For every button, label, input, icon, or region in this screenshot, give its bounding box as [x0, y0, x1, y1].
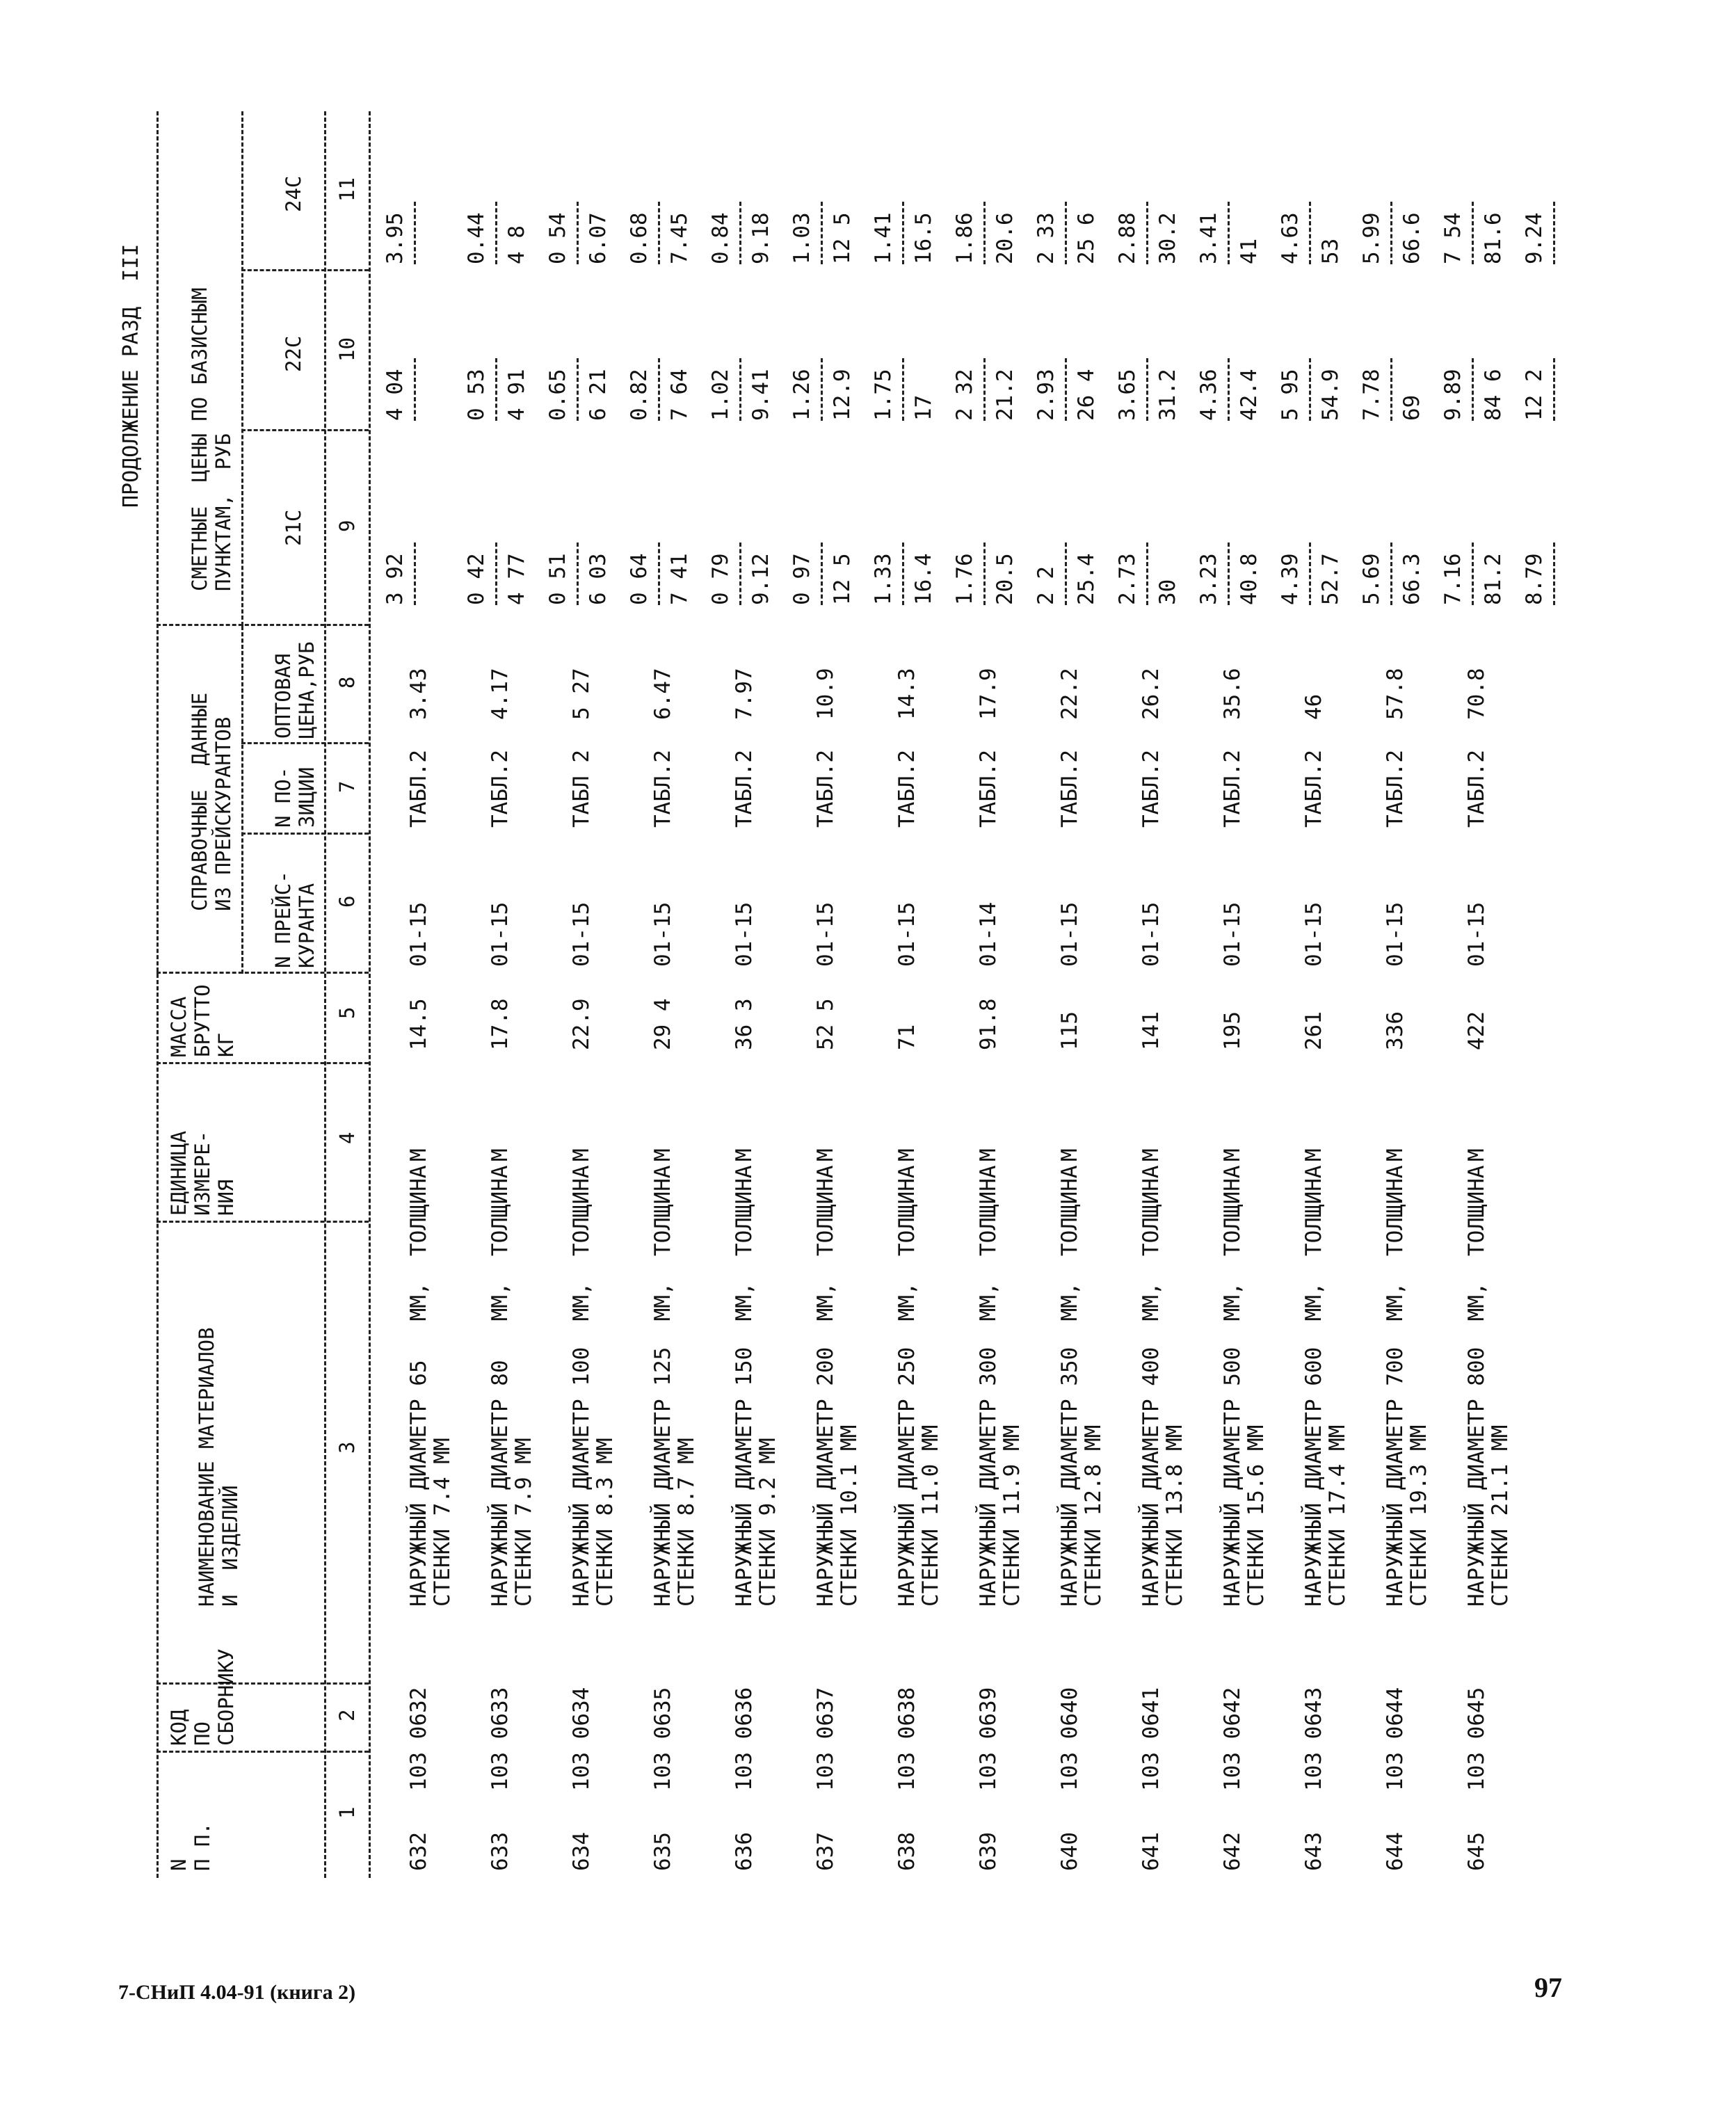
row-wholesale: 10.9 [813, 668, 838, 720]
row-unit: М [406, 1148, 431, 1162]
row-price-24c-b: 53 [1318, 238, 1343, 264]
row-wholesale: 70.8 [1464, 668, 1489, 720]
row-name-line2: СТЕНКИ 11.0 ММ [918, 1424, 943, 1607]
row-code: 103 0635 [650, 1687, 675, 1791]
row-price-21c-b: 30 [1155, 579, 1180, 605]
row-pricelist: 01-15 [650, 901, 675, 967]
row-wholesale: 35.6 [1220, 668, 1245, 720]
row-number: 641 [1139, 1832, 1164, 1871]
row-number: 642 [1220, 1832, 1245, 1871]
row-price-21c-a: 2 2 [1034, 566, 1059, 605]
colnum-10: 10 [335, 337, 359, 362]
row-name-line2: СТЕНКИ 13.8 ММ [1162, 1424, 1187, 1607]
row-price-24c-a: 1.86 [952, 212, 977, 264]
row-price-24c-a: 7 54 [1440, 212, 1465, 264]
row-price-24c-b: 30.2 [1155, 212, 1180, 264]
row-unit: М [488, 1148, 513, 1162]
row-number: 635 [650, 1832, 675, 1871]
price-split-rule [1309, 358, 1311, 421]
row-price-21c-a: 8.79 [1522, 553, 1547, 605]
price-split-rule [1065, 202, 1067, 264]
row-price-22c-b: 31.2 [1155, 369, 1180, 421]
row-wholesale: 46 [1301, 693, 1326, 720]
row-price-22c-b: 9.41 [748, 369, 773, 421]
row-unit: М [976, 1148, 1001, 1162]
row-name-line1: НАРУЖНЫЙ ДИАМЕТР 700 ММ, ТОЛЩИНА [1383, 1165, 1408, 1607]
row-name-line2: СТЕНКИ 21.1 ММ [1488, 1424, 1513, 1607]
row-price-21c-a: 0 51 [545, 553, 570, 605]
hdr-col3: НАИМЕНОВАНИЕ МАТЕРИАЛОВ И ИЗДЕЛИЙ [195, 1327, 242, 1607]
hdr-col8: ОПТОВАЯ ЦЕНА,РУБ [271, 641, 319, 739]
sep-3 [156, 1221, 369, 1223]
row-price-24c-a: 3.41 [1196, 212, 1221, 264]
row-price-22c-b: 42.4 [1237, 369, 1262, 421]
price-split-rule [1553, 358, 1555, 421]
row-price-22c-a: 1.75 [871, 369, 896, 421]
row-price-22c-b: 21.2 [992, 369, 1018, 421]
continuation-label: ПРОДОЛЖЕНИЕ РАЗД III [119, 243, 143, 508]
colnum-11: 11 [335, 177, 359, 202]
price-split-rule [739, 543, 741, 605]
row-price-24c-a: 9.24 [1522, 212, 1547, 264]
hdr-col6: N ПРЕЙС- КУРАНТА [271, 871, 319, 968]
price-split-rule [902, 202, 904, 264]
price-split-rule [1228, 202, 1230, 264]
row-price-22c-a: 2.93 [1034, 369, 1059, 421]
row-code: 103 0637 [813, 1687, 838, 1791]
row-price-24c-a: 3.95 [383, 212, 408, 264]
row-unit: М [1464, 1148, 1489, 1162]
price-split-rule [1553, 202, 1555, 264]
row-position: ТАБЛ.2 [1464, 750, 1489, 828]
row-price-21c-b: 25.4 [1074, 553, 1099, 605]
row-pricelist: 01-15 [894, 901, 919, 967]
price-split-rule [658, 543, 660, 605]
row-price-21c-a: 1.76 [952, 553, 977, 605]
row-price-22c-b: 54.9 [1318, 369, 1343, 421]
price-split-rule [414, 202, 416, 264]
row-code: 103 0644 [1383, 1687, 1408, 1791]
row-price-22c-b: 17 [911, 394, 936, 421]
row-name-line1: НАРУЖНЫЙ ДИАМЕТР 800 ММ, ТОЛЩИНА [1464, 1165, 1489, 1607]
row-pricelist: 01-15 [1220, 901, 1245, 967]
row-price-24c-b: 12 5 [830, 212, 855, 264]
price-split-rule [1228, 358, 1230, 421]
price-split-rule [1472, 202, 1474, 264]
row-price-24c-a: 2 33 [1034, 212, 1059, 264]
row-name-line1: НАРУЖНЫЙ ДИАМЕТР 600 ММ, ТОЛЩИНА [1301, 1165, 1326, 1607]
colnum-4: 4 [335, 1132, 359, 1144]
row-name-line2: СТЕНКИ 7.9 ММ [511, 1438, 536, 1607]
price-split-rule [1472, 543, 1474, 605]
price-split-rule [1390, 202, 1392, 264]
row-unit: М [732, 1148, 757, 1162]
row-pricelist: 01-15 [488, 901, 513, 967]
price-split-rule [902, 543, 904, 605]
row-price-24c-a: 0.68 [627, 212, 652, 264]
row-name-line1: НАРУЖНЫЙ ДИАМЕТР 350 ММ, ТОЛЩИНА [1057, 1165, 1082, 1607]
row-number: 639 [976, 1832, 1001, 1871]
row-position: ТАБЛ 2 [569, 750, 594, 828]
price-split-rule [658, 358, 660, 421]
row-price-22c-a: 4.36 [1196, 369, 1221, 421]
row-name-line2: СТЕНКИ 8.7 ММ [674, 1438, 699, 1607]
price-split-rule [1065, 358, 1067, 421]
row-number: 638 [894, 1832, 919, 1871]
price-split-rule [983, 202, 986, 264]
row-price-24c-b: 9.18 [748, 212, 773, 264]
row-price-24c-b: 20.6 [992, 212, 1018, 264]
price-split-rule [414, 358, 416, 421]
row-code: 103 0638 [894, 1687, 919, 1791]
row-position: ТАБЛ.2 [976, 750, 1001, 828]
row-price-22c-b: 4 91 [504, 369, 529, 421]
row-price-22c-a: 7.78 [1359, 369, 1384, 421]
row-code: 103 0642 [1220, 1687, 1245, 1791]
price-split-rule [1390, 358, 1392, 421]
row-name-line1: НАРУЖНЫЙ ДИАМЕТР 80 ММ, ТОЛЩИНА [488, 1165, 513, 1607]
colnum-3: 3 [335, 1441, 359, 1454]
row-name-line2: СТЕНКИ 15.6 ММ [1244, 1424, 1269, 1607]
row-wholesale: 26.2 [1139, 668, 1164, 720]
header-top-rule [156, 111, 159, 1878]
row-unit: М [1139, 1148, 1164, 1162]
row-price-24c-b: 25 6 [1074, 212, 1099, 264]
row-wholesale: 5 27 [569, 668, 594, 720]
row-position: ТАБЛ.2 [732, 750, 757, 828]
row-price-21c-a: 0 79 [708, 553, 733, 605]
header-number-rule [324, 111, 326, 1878]
row-position: ТАБЛ.2 [1301, 750, 1326, 828]
row-mass: 141 [1139, 1011, 1164, 1050]
row-price-22c-b: 26 4 [1074, 369, 1099, 421]
sep-7 [241, 742, 369, 744]
sep-10 [241, 269, 369, 271]
price-split-rule [577, 358, 579, 421]
sep-6 [241, 833, 369, 835]
sep-5 [156, 972, 369, 974]
hdr-col2: КОД ПО СБОРНИКУ [167, 1648, 238, 1746]
row-price-24c-a: 0.44 [464, 212, 489, 264]
price-split-rule [577, 543, 579, 605]
hdr-col1: N П П. [167, 1822, 214, 1871]
row-mass: 91.8 [976, 998, 1001, 1050]
row-price-24c-b: 81.6 [1481, 212, 1506, 264]
row-price-22c-a: 1.26 [789, 369, 814, 421]
row-price-22c-b: 69 [1399, 394, 1424, 421]
row-pricelist: 01-15 [732, 901, 757, 967]
row-price-21c-a: 1.33 [871, 553, 896, 605]
colnum-7: 7 [335, 780, 359, 793]
row-wholesale: 17.9 [976, 668, 1001, 720]
row-mass: 14.5 [406, 998, 431, 1050]
price-split-rule [821, 202, 823, 264]
price-split-rule [1553, 543, 1555, 605]
row-name-line1: НАРУЖНЫЙ ДИАМЕТР 300 ММ, ТОЛЩИНА [976, 1165, 1001, 1607]
document-code: 7-СНиП 4.04-91 (книга 2) [118, 1981, 356, 2004]
row-number: 645 [1464, 1832, 1489, 1871]
row-code: 103 0641 [1139, 1687, 1164, 1791]
row-price-21c-b: 20.5 [992, 553, 1018, 605]
row-mass: 422 [1464, 1011, 1489, 1050]
row-code: 103 0645 [1464, 1687, 1489, 1791]
row-name-line2: СТЕНКИ 10.1 ММ [837, 1424, 862, 1607]
row-price-22c-a: 1.02 [708, 369, 733, 421]
row-mass: 71 [894, 1024, 919, 1050]
row-number: 633 [488, 1832, 513, 1871]
hdr-col10: 22С [282, 335, 305, 372]
price-split-rule [1146, 202, 1148, 264]
row-price-21c-b: 4 77 [504, 553, 529, 605]
row-price-21c-a: 4.39 [1278, 553, 1303, 605]
row-name-line2: СТЕНКИ 9.2 ММ [755, 1438, 780, 1607]
row-price-24c-b: 7.45 [667, 212, 692, 264]
row-name-line1: НАРУЖНЫЙ ДИАМЕТР 100 ММ, ТОЛЩИНА [569, 1165, 594, 1607]
row-unit: М [1383, 1148, 1408, 1162]
row-price-22c-a: 3.65 [1115, 369, 1140, 421]
row-code: 103 0632 [406, 1687, 431, 1791]
row-position: ТАБЛ.2 [650, 750, 675, 828]
row-price-21c-a: 5.69 [1359, 553, 1384, 605]
row-name-line1: НАРУЖНЫЙ ДИАМЕТР 200 ММ, ТОЛЩИНА [813, 1165, 838, 1607]
row-wholesale: 57.8 [1383, 668, 1408, 720]
row-number: 634 [569, 1832, 594, 1871]
row-code: 103 0639 [976, 1687, 1001, 1791]
sep-1 [156, 1751, 369, 1753]
price-split-rule [821, 543, 823, 605]
price-split-rule [577, 202, 579, 264]
row-pricelist: 01-15 [1464, 901, 1489, 967]
row-name-line1: НАРУЖНЫЙ ДИАМЕТР 500 ММ, ТОЛЩИНА [1220, 1165, 1245, 1607]
row-unit: М [569, 1148, 594, 1162]
row-position: ТАБЛ.2 [488, 750, 513, 828]
price-split-rule [414, 543, 416, 605]
row-code: 103 0633 [488, 1687, 513, 1791]
price-split-rule [1472, 358, 1474, 421]
row-price-24c-a: 2.88 [1115, 212, 1140, 264]
row-unit: М [1220, 1148, 1245, 1162]
row-price-21c-a: 3 92 [383, 553, 408, 605]
row-mass: 261 [1301, 1011, 1326, 1050]
price-split-rule [1146, 543, 1148, 605]
row-pricelist: 01-15 [1057, 901, 1082, 967]
row-code: 103 0634 [569, 1687, 594, 1791]
row-wholesale: 3.43 [406, 668, 431, 720]
row-pricelist: 01-15 [1139, 901, 1164, 967]
row-name-line1: НАРУЖНЫЙ ДИАМЕТР 65 ММ, ТОЛЩИНА [406, 1165, 431, 1607]
row-name-line2: СТЕНКИ 7.4 ММ [430, 1438, 455, 1607]
price-split-rule [1065, 543, 1067, 605]
hdr-col4: ЕДИНИЦА ИЗМЕРЕ- НИЯ [167, 1130, 238, 1216]
row-price-22c-a: 12 2 [1522, 369, 1547, 421]
row-number: 632 [406, 1832, 431, 1871]
row-price-21c-a: 0 64 [627, 553, 652, 605]
row-name-line2: СТЕНКИ 17.4 ММ [1325, 1424, 1350, 1607]
row-price-21c-a: 2.73 [1115, 553, 1140, 605]
row-price-21c-b: 9.12 [748, 553, 773, 605]
row-price-22c-b: 84 6 [1481, 369, 1506, 421]
row-number: 643 [1301, 1832, 1326, 1871]
sep-4 [156, 1062, 369, 1064]
row-mass: 115 [1057, 1011, 1082, 1050]
row-position: ТАБЛ.2 [1139, 750, 1164, 828]
colnum-1: 1 [335, 1806, 359, 1819]
price-split-rule [495, 358, 497, 421]
row-unit: М [813, 1148, 838, 1162]
price-group-rule [241, 111, 243, 626]
hdr-ref-group: СПРАВОЧНЫЕ ДАННЫЕ ИЗ ПРЕЙСКУРАНТОВ [188, 692, 235, 911]
row-price-24c-a: 1.41 [871, 212, 896, 264]
colnum-9: 9 [335, 520, 359, 532]
hdr-col7: N ПО- ЗИЦИИ [271, 766, 319, 828]
row-price-22c-b: 7 64 [667, 369, 692, 421]
row-position: ТАБЛ.2 [406, 750, 431, 828]
row-name-line2: СТЕНКИ 19.3 ММ [1406, 1424, 1431, 1607]
row-price-24c-a: 0 54 [545, 212, 570, 264]
row-code: 103 0640 [1057, 1687, 1082, 1791]
row-price-22c-a: 5 95 [1278, 369, 1303, 421]
price-split-rule [495, 202, 497, 264]
row-price-21c-b: 81.2 [1481, 553, 1506, 605]
hdr-price-group: СМЕТНЫЕ ЦЕНЫ ПО БАЗИСНЫМ ПУНКТАМ, РУБ [188, 287, 235, 591]
row-price-24c-a: 1.03 [789, 212, 814, 264]
colnum-8: 8 [335, 676, 359, 689]
row-pricelist: 01-15 [813, 901, 838, 967]
row-price-21c-b: 40.8 [1237, 553, 1262, 605]
row-price-21c-b: 52.7 [1318, 553, 1343, 605]
row-price-24c-b: 16.5 [911, 212, 936, 264]
row-wholesale: 14.3 [894, 668, 919, 720]
row-pricelist: 01-15 [1383, 901, 1408, 967]
row-pricelist: 01-15 [406, 901, 431, 967]
row-price-24c-a: 5.99 [1359, 212, 1384, 264]
row-pricelist: 01-15 [1301, 901, 1326, 967]
colnum-2: 2 [335, 1709, 359, 1721]
row-price-21c-b: 16.4 [911, 553, 936, 605]
row-name-line2: СТЕНКИ 8.3 ММ [593, 1438, 618, 1607]
row-price-22c-a: 0.65 [545, 369, 570, 421]
price-split-rule [1146, 358, 1148, 421]
row-price-22c-a: 4 04 [383, 369, 408, 421]
row-number: 637 [813, 1832, 838, 1871]
row-name-line2: СТЕНКИ 11.9 ММ [999, 1424, 1024, 1607]
sep-9 [241, 429, 369, 431]
row-price-22c-a: 9.89 [1440, 369, 1465, 421]
row-position: ТАБЛ.2 [894, 750, 919, 828]
row-mass: 17.8 [488, 998, 513, 1050]
ref-group-rule [241, 626, 243, 974]
page-number: 97 [1534, 1972, 1562, 2003]
row-price-21c-a: 7.16 [1440, 553, 1465, 605]
price-split-rule [1228, 543, 1230, 605]
row-price-22c-a: 0 53 [464, 369, 489, 421]
row-price-24c-b: 66.6 [1399, 212, 1424, 264]
row-price-21c-b: 12 5 [830, 553, 855, 605]
row-price-22c-a: 0.82 [627, 369, 652, 421]
row-price-21c-b: 6 03 [586, 553, 611, 605]
row-unit: М [1301, 1148, 1326, 1162]
row-name-line2: СТЕНКИ 12.8 ММ [1081, 1424, 1106, 1607]
price-split-rule [902, 358, 904, 421]
row-mass: 29 4 [650, 998, 675, 1050]
row-price-21c-b: 66.3 [1399, 553, 1424, 605]
price-split-rule [658, 202, 660, 264]
row-wholesale: 6.47 [650, 668, 675, 720]
row-name-line1: НАРУЖНЫЙ ДИАМЕТР 125 ММ, ТОЛЩИНА [650, 1165, 675, 1607]
price-split-rule [1309, 543, 1311, 605]
hdr-col9: 21С [282, 509, 305, 546]
row-name-line1: НАРУЖНЫЙ ДИАМЕТР 400 ММ, ТОЛЩИНА [1139, 1165, 1164, 1607]
row-number: 636 [732, 1832, 757, 1871]
row-mass: 336 [1383, 1011, 1408, 1050]
row-pricelist: 01-15 [569, 901, 594, 967]
row-position: ТАБЛ.2 [1220, 750, 1245, 828]
header-bottom-rule [369, 111, 371, 1878]
price-split-rule [739, 202, 741, 264]
row-price-21c-a: 0 42 [464, 553, 489, 605]
row-mass: 36 3 [732, 998, 757, 1050]
row-price-21c-b: 7 41 [667, 553, 692, 605]
sep-8 [156, 624, 369, 626]
row-wholesale: 4.17 [488, 668, 513, 720]
row-code: 103 0643 [1301, 1687, 1326, 1791]
row-position: ТАБЛ.2 [813, 750, 838, 828]
row-name-line1: НАРУЖНЫЙ ДИАМЕТР 150 ММ, ТОЛЩИНА [732, 1165, 757, 1607]
row-name-line1: НАРУЖНЫЙ ДИАМЕТР 250 ММ, ТОЛЩИНА [894, 1165, 919, 1607]
row-price-21c-a: 0 97 [789, 553, 814, 605]
price-split-rule [739, 358, 741, 421]
row-price-21c-a: 3.23 [1196, 553, 1221, 605]
row-pricelist: 01-14 [976, 901, 1001, 967]
row-price-24c-b: 41 [1237, 238, 1262, 264]
row-price-24c-b: 4 8 [504, 225, 529, 264]
price-split-rule [495, 543, 497, 605]
hdr-col5: МАССА БРУТТО КГ [167, 984, 238, 1057]
row-price-24c-a: 0.84 [708, 212, 733, 264]
price-split-rule [983, 543, 986, 605]
hdr-col11: 24С [282, 175, 305, 212]
row-mass: 195 [1220, 1011, 1245, 1050]
price-split-rule [983, 358, 986, 421]
row-wholesale: 7.97 [732, 668, 757, 720]
row-unit: М [894, 1148, 919, 1162]
row-unit: М [1057, 1148, 1082, 1162]
row-price-22c-b: 12.9 [830, 369, 855, 421]
colnum-6: 6 [335, 895, 359, 908]
price-split-rule [821, 358, 823, 421]
row-mass: 22.9 [569, 998, 594, 1050]
row-number: 644 [1383, 1832, 1408, 1871]
row-price-24c-a: 4.63 [1278, 212, 1303, 264]
row-price-24c-b: 6.07 [586, 212, 611, 264]
row-code: 103 0636 [732, 1687, 757, 1791]
row-mass: 52 5 [813, 998, 838, 1050]
row-price-22c-a: 2 32 [952, 369, 977, 421]
price-split-rule [1309, 202, 1311, 264]
row-position: ТАБЛ.2 [1383, 750, 1408, 828]
row-position: ТАБЛ.2 [1057, 750, 1082, 828]
row-number: 640 [1057, 1832, 1082, 1871]
row-wholesale: 22.2 [1057, 668, 1082, 720]
row-unit: М [650, 1148, 675, 1162]
row-price-22c-b: 6 21 [586, 369, 611, 421]
colnum-5: 5 [335, 1006, 359, 1019]
price-split-rule [1390, 543, 1392, 605]
